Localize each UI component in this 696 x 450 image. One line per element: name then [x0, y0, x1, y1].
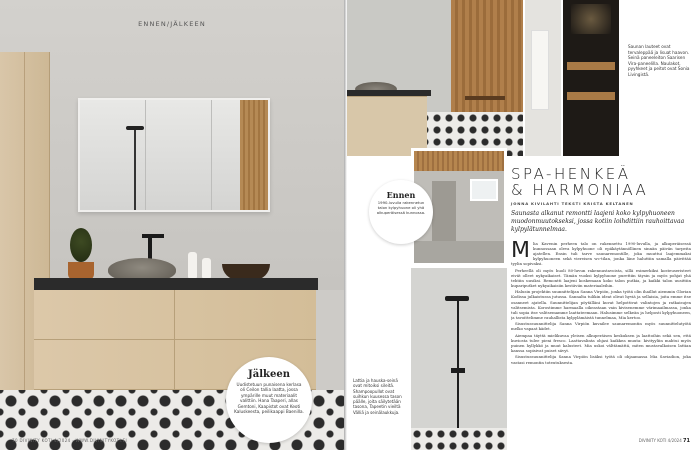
bathroom-photo — [347, 0, 523, 156]
body-paragraph: Aiempaa täyttä mielikuvaa yleisen alkuperäisen keskuksen ja laattoihin sekä sen, että kuviosta tulee pieni fresco. Laattavalinta ohjasi kaikkea muuta: kivityyliin mahtui myös puinen hyllykkö ja muut kalusteet. Mia uskoi välttämättä, miten mustavalkoisen lattian kanssa sopisivat puiset sävyt. — [511, 332, 691, 353]
page-number: 71 — [683, 438, 690, 444]
body-paragraph: Sisustussuunnittelija Sanna Virpiön lisäksi työtä oli ohjaamassa Mia Saviadion, joka vastasi remontin toteutuksesta. — [511, 354, 691, 365]
byline: JONNA KIVILAHTI TEKSTI KRISTA KELTANEN — [511, 201, 634, 206]
after-caption-badge — [226, 357, 312, 443]
countertop — [34, 278, 318, 290]
left-page — [0, 0, 344, 450]
magazine-issue: DIVINITY KOTI 4/2024 — [638, 438, 682, 443]
after-caption-text: Uudistetuun punaisena kerlasa oli Ceilon tallia laatta, jossa ympärille muut materiaalit valittiin. Hana Taaperi, allas Gemtoni, Kaapistot ovat Keoti Kaluskeesta, peilikaappi Baenilla. — [234, 382, 304, 415]
drop-cap: M — [511, 241, 530, 263]
before-caption-title: Ennen — [386, 190, 416, 200]
plant-foliage — [70, 228, 92, 262]
body-paragraph: lia Kavenin perheen talo on rakennettu 1990-luvulla, ja alkuperäisessä kunnossaan oleva kylpyhuone oli epäkäytännöllinen sinnän päivän tarpeita ajatellen. Ensin tuli tarve saunaremontille, joka muuttui laajemmaksi kylpyhuoneen sekä viereisen wc-tilan, jonka läne haluttiin samalla päivittää tyylin sopivaksi. — [511, 241, 691, 267]
after-caption-title: Jälkeen — [248, 369, 290, 380]
shower-caption: Lattia ja hauska-seinä ovat mitoiksi sileitä. Shampoopullot ovat suihkun kuusessa tason päälle, joita säilytetään tasona, Tapeetin vieiltä Välliä ja seinälaukkuja. — [353, 378, 402, 415]
faucet-spout — [142, 234, 164, 238]
body-paragraph: Sisustussuunnittelija Sanna Virpiön kuvailee saunaremontin myös suunnittelutyötä melko vapaat kädet. — [511, 321, 691, 332]
article-title-line2: & HARMONIAA — [511, 181, 649, 199]
soap-bottle — [202, 258, 211, 278]
faucet — [148, 234, 152, 260]
shower-photo — [411, 268, 507, 450]
before-caption-text: 1990-luvulla rakennetun talon kylpyhuone oli yhä alkuperäisessä kunnossa. — [376, 200, 426, 215]
body-paragraph: Perheellä oli myös huoli 80-luvun rakennustavoista, sillä esimerkiksi kosteuseristeet eivät olleet nykyaikaiset. Tämän vuoksi kylpyhuone purettiin täysin ja myös pohjat yhä tehtiin uusiksi. Remontti laajeni koskemaan koko talon putkia, ja kaikki talon uusittiin kupariputket nykyaikaisiin kestäviin materiaaleihin. — [511, 267, 691, 288]
mirror-cabinet — [78, 98, 270, 212]
towel-photo — [525, 0, 561, 156]
right-page-footer — [639, 438, 690, 444]
article-body — [511, 241, 691, 439]
section-label: ENNEN/JÄLKEEN — [138, 20, 206, 28]
sauna-photo — [563, 0, 619, 156]
soap-bottle — [188, 252, 197, 278]
body-paragraph: Halusin projektiin suunnittelijan Sanna Virpiön, jonka työtä olin ihaillut aiemmin Glorian Kodissa julkaistussa jutussa. Sannalta tulikin ideat olivat hyviä ja sellaisia, joita emme itse osanneet ajatella. Suunnittelijan pöytälläni kuvat helpottivat valintojen ja ratkaisujen valitsemista. Korostimme harmaalla oikeastaan vain kivisenemme värimaailmassa, jonka tuli sopia itse valitsemamme laattateemaan. Halusimme selkeän ja helposti kylpyhuoneen, ja tavoittelimme rauhallista kylpylämäistä tunnelmaa, Mia kertoo. — [511, 289, 691, 320]
sauna-caption: Saunan lauteet ovat tervaleppää ja lisuat haavon. Seinä paneeleiton Saarisen Vira-paneelilla. Naulakot, pyyhkeet ja peitot ovat Sonia Livingistä. — [628, 44, 690, 77]
article-title-line1: SPA-HENKEÄ — [511, 165, 631, 183]
right-page — [347, 0, 696, 450]
before-caption-badge — [369, 180, 433, 244]
article-title — [511, 166, 691, 198]
left-page-footer: 70 DIVINITY KOTI 4/2024 · WWW.DIVINITYKOTI.FI — [12, 438, 128, 443]
lead-paragraph: Saunasta alkanut remontti laajeni koko kylpyhuoneen muodonmuutokseksi, jossa kotiin loihdittiin rauhoittavaa kylpylätunnelmaa. — [511, 210, 685, 233]
